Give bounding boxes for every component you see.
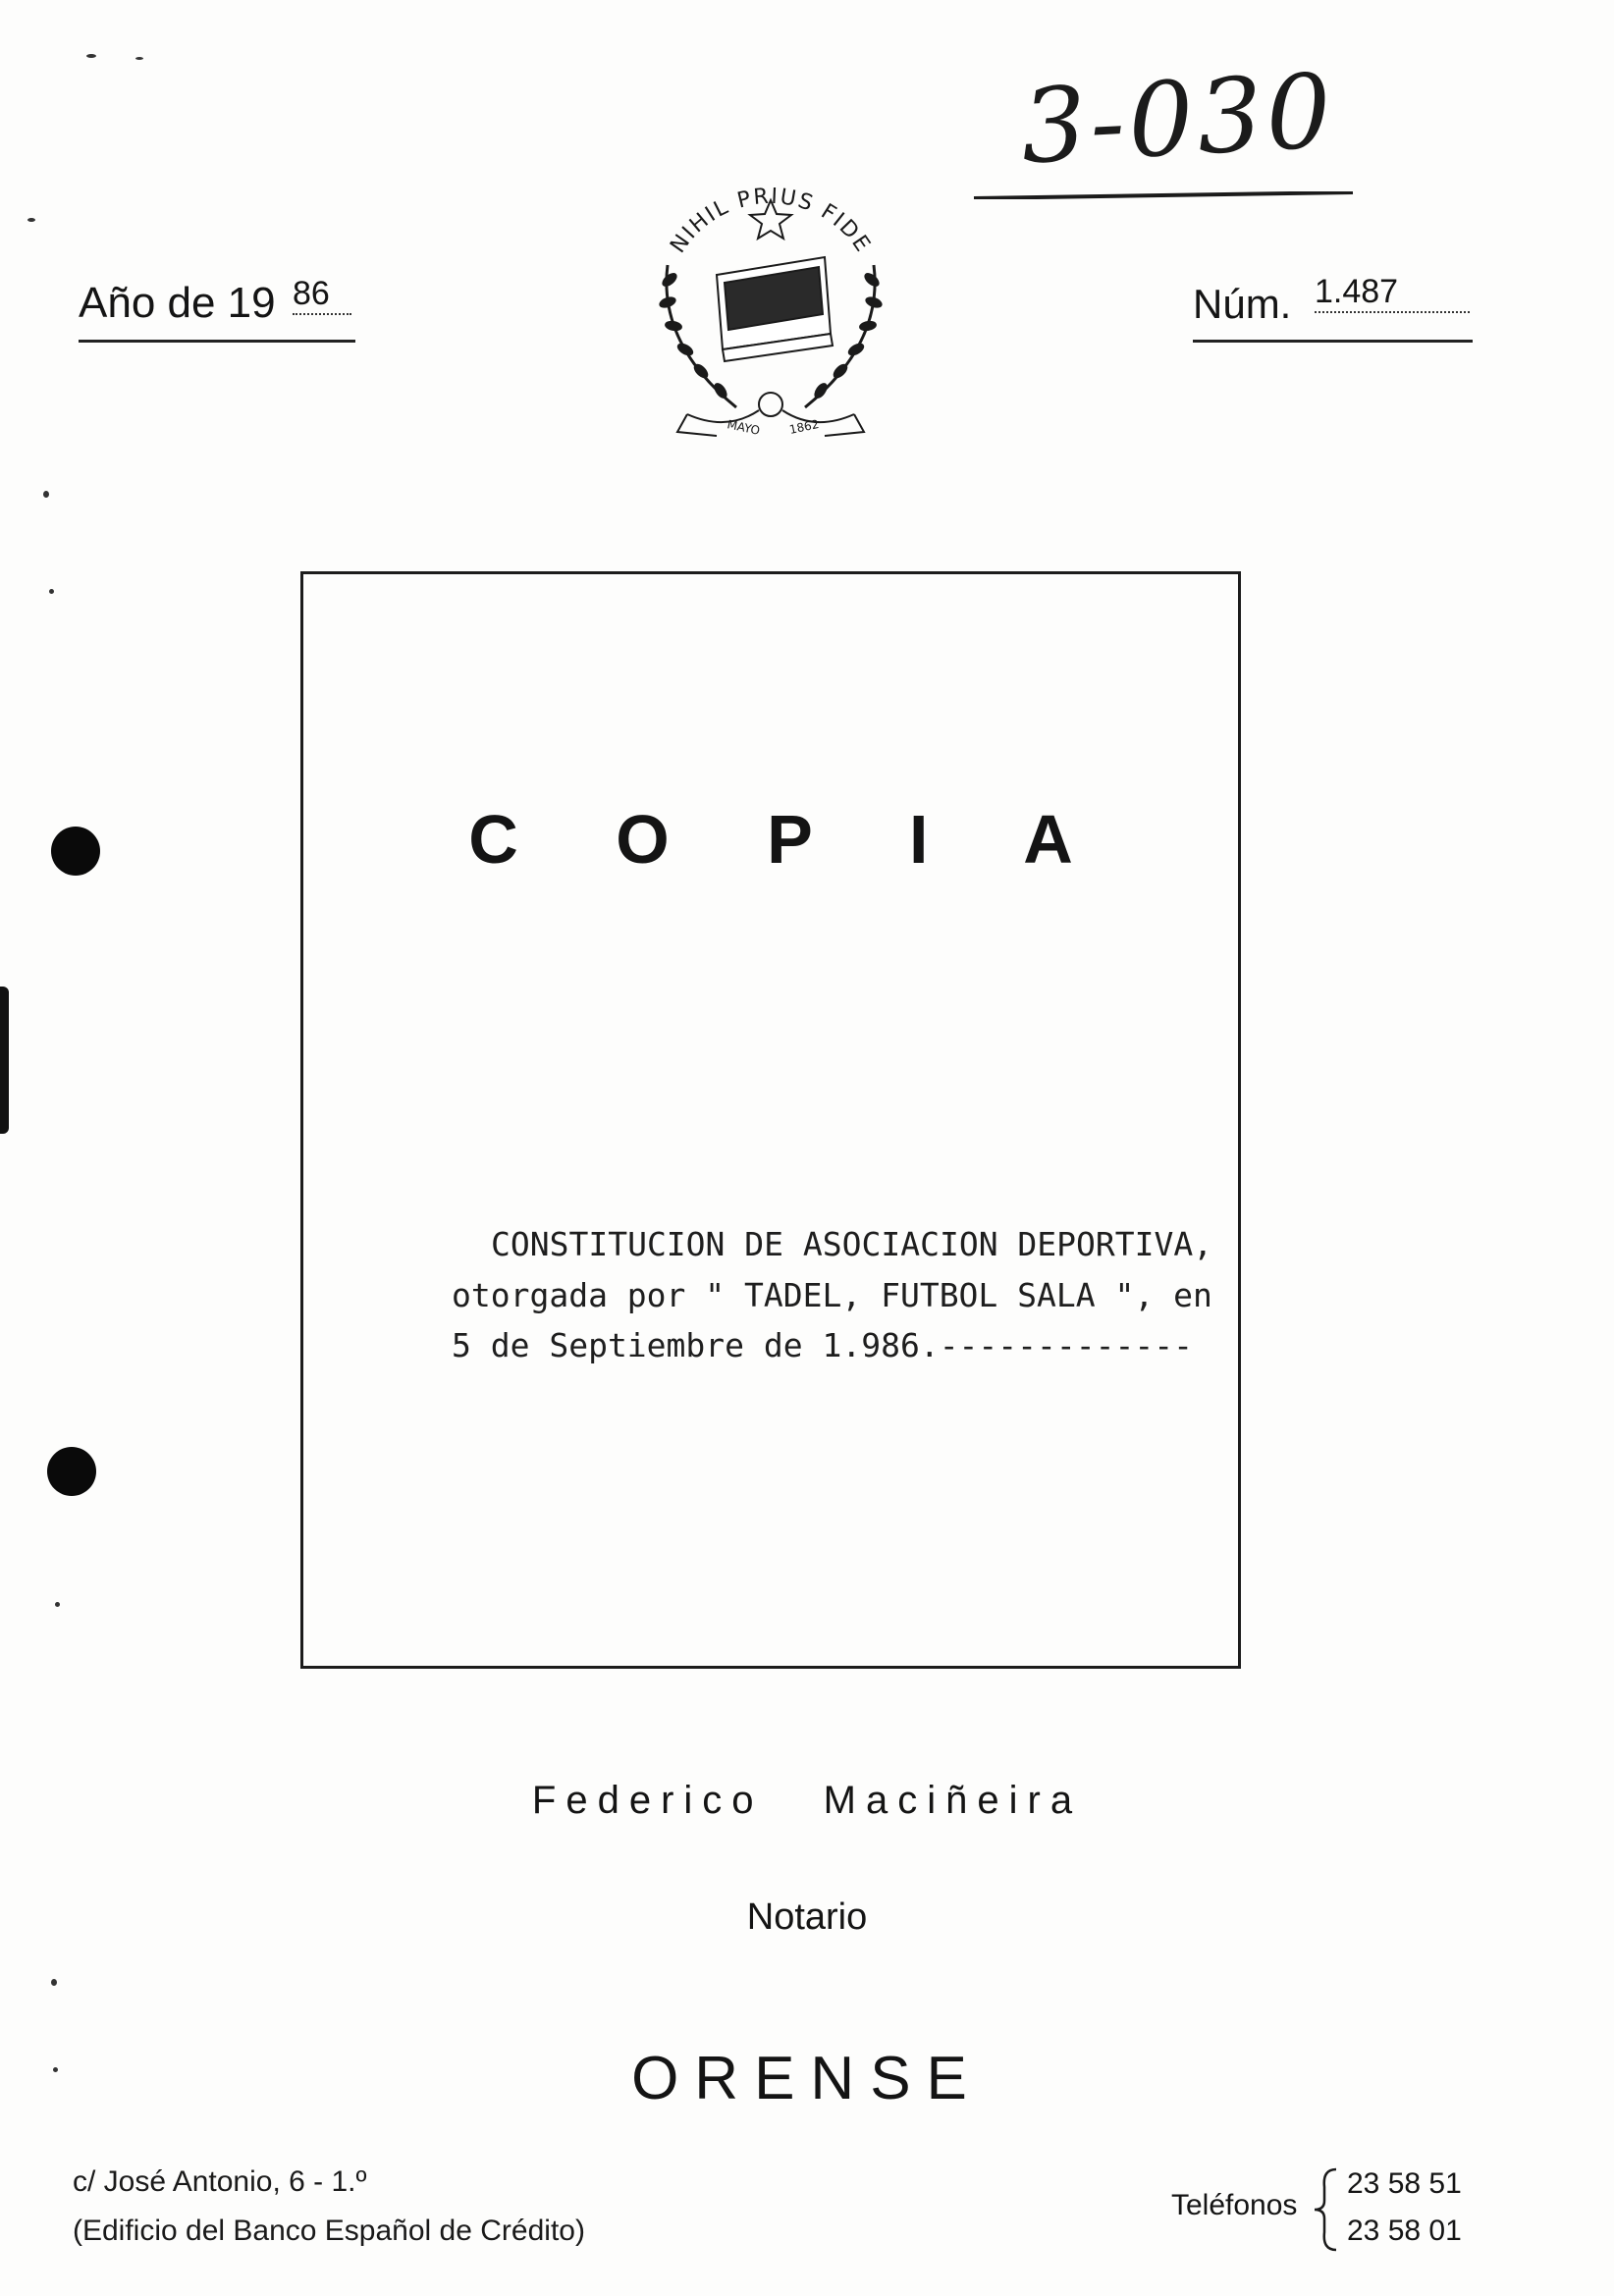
notarial-seal-logo	[628, 157, 913, 452]
phones-label: Teléfonos	[1171, 2189, 1298, 2221]
typed-line-3: 5 de Septiembre de 1.986.-------------	[452, 1326, 1193, 1364]
scan-speck	[49, 589, 54, 594]
address-line-1: c/ José Antonio, 6 - 1.º	[73, 2165, 367, 2198]
punch-hole-top	[51, 827, 100, 876]
seal-ribbon-right: 1862	[787, 416, 821, 437]
year-value: 86	[293, 275, 351, 315]
notary-first-name: Federico	[531, 1779, 764, 1822]
notary-last-name: Maciñeira	[823, 1779, 1083, 1822]
brace-icon	[1311, 2165, 1340, 2254]
number-label: Núm.	[1193, 281, 1292, 327]
seal-ribbon-left: MAYO	[726, 417, 762, 438]
scan-speck	[86, 54, 96, 58]
scan-speck	[51, 1979, 57, 1986]
typed-line-2: otorgada por " TADEL, FUTBOL SALA ", en	[452, 1276, 1212, 1314]
number-field	[1193, 267, 1473, 343]
scan-speck	[55, 1602, 60, 1607]
handwritten-reference-number: 3-030	[1018, 50, 1338, 187]
copy-heading: C O P I A	[468, 801, 1112, 878]
scan-speck	[135, 57, 143, 60]
phone-number-1: 23 58 51	[1347, 2167, 1462, 2200]
city-name: ORENSE	[631, 2045, 983, 2112]
svg-text:NIHIL PRIUS FIDE: NIHIL PRIUS FIDE	[666, 184, 876, 258]
scan-speck	[43, 491, 49, 498]
year-label: Año de 19	[79, 279, 276, 327]
year-field	[79, 267, 355, 343]
number-value: 1.487	[1315, 273, 1470, 313]
punch-hole-bottom	[47, 1447, 96, 1496]
document-frame	[300, 571, 1241, 1669]
notary-name	[0, 1779, 1614, 1823]
typed-line-1: CONSTITUCION DE ASOCIACION DEPORTIVA,	[491, 1225, 1213, 1263]
notary-title: Notario	[746, 1896, 868, 1938]
handwritten-underline	[972, 191, 1355, 199]
scan-edge-mark	[0, 987, 9, 1134]
phone-number-2: 23 58 01	[1347, 2215, 1462, 2247]
address-line-2: (Edificio del Banco Español de Crédito)	[73, 2215, 585, 2247]
scan-speck	[27, 218, 35, 222]
